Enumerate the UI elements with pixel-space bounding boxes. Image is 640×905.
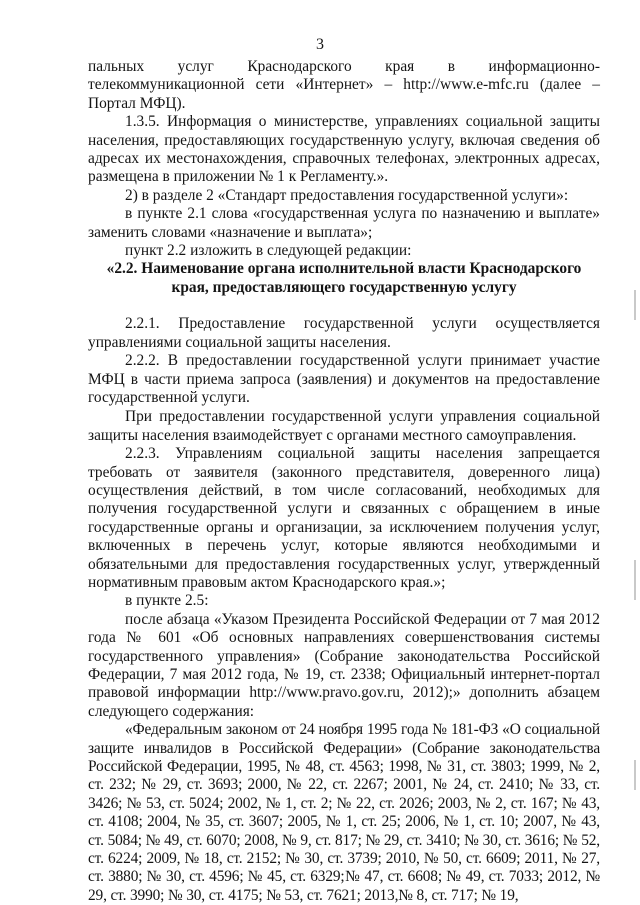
paragraph-continuation: пальных услуг Краснодарского края в информационно-телекоммуникационной сети «Интернет» – http://www.e-mfc.ru (далее – Портал МФЦ).	[88, 58, 600, 112]
page-number: 3	[316, 36, 324, 53]
paragraph-item-2-1: в пункте 2.1 слова «государственная услуга по назначению и выплате» заменить словами «назначение и выплата»;	[88, 205, 600, 241]
scan-edge-mark	[634, 290, 636, 320]
paragraph-2-2-3: 2.2.3. Управлениям социальной защиты населения запрещается требовать от заявителя (законного представителя, доверенного лица) осуществления действий, в том числе согласований, необходимых для получения государственной услуги и связанных с обращением в иные государственные органы и организации, за исключением получения услуг, включенных в перечень услуг, которые являются необходимыми и обязательными для предоставления государственных услуг, утвержденный нормативным правовым актом Краснодарского края.»;	[88, 445, 600, 591]
paragraph-1-3-5: 1.3.5. Информация о министерстве, управлениях социальной защиты населения, предоставляющих государственную услугу, включая сведения об адресах их местонахождения, справочных телефонах, электронных адресах, размещена в приложении № 1 к Регламенту.».	[88, 113, 600, 186]
paragraph-interaction: При предоставлении государственной услуги управления социальной защиты населения взаимодействует с органами местного самоуправления.	[88, 408, 600, 444]
paragraph-item-2-2-intro: пункт 2.2 изложить в следующей редакции:	[125, 242, 412, 260]
paragraph-after-decree: после абзаца «Указом Президента Российской Федерации от 7 мая 2012 года № 601 «Об основных направлениях совершенствования системы государственного управления» (Собрание законодательства Российской Федерации, 7 мая 2012 года, № 19, ст. 2338; Официальный интернет-портал правовой информации http://www.pravo.gov.ru, 2012);» дополнить абзацем следующего содержания:	[88, 610, 600, 720]
scan-edge-mark	[634, 760, 636, 790]
scan-edge-mark	[634, 560, 636, 600]
paragraph-2-2-2: 2.2.2. В предоставлении государственной услуги принимает участие МФЦ в части приема запроса (заявления) и документов на предоставление государственной услуги.	[88, 352, 600, 406]
paragraph-item-2-5: в пункте 2.5:	[125, 592, 209, 610]
paragraph-2-2-1: 2.2.1. Предоставление государственной услуги осуществляется управлениями социальной защиты населения.	[88, 315, 600, 351]
section-heading-2-2: «2.2. Наименование органа исполнительной власти Краснодарского края, предоставляющего государственную услугу	[106, 260, 582, 296]
document-body	[88, 58, 600, 905]
paragraph-section-2: 2) в разделе 2 «Стандарт предоставления государственной услуги»:	[125, 186, 569, 204]
paragraph-federal-law: «Федеральным законом от 24 ноября 1995 года № 181-ФЗ «О социальной защите инвалидов в Российской Федерации» (Собрание законодательства Российской Федерации, 1995, № 48, ст. 4563; 1998, № 31, ст. 3803; 1999, № 2, ст. 232; № 29, ст. 3693; 2000, № 22, ст. 2267; 2001, № 24, ст. 2410; № 33, ст. 3426; № 53, ст. 5024; 2002, № 1, ст. 2; № 22, ст. 2026; 2003, № 2, ст. 167; № 43, ст. 4108; 2004, № 35, ст. 3607; 2005, № 1, ст. 25; 2006, № 1, ст. 10; 2007, № 43, ст. 5084; № 49, ст. 6070; 2008, № 9, ст. 817; № 29, ст. 3410; № 30, ст. 3616; № 52, ст. 6224; 2009, № 18, ст. 2152; № 30, ст. 3739; 2010, № 50, ст. 6609; 2011, № 27, ст. 3880; № 30, ст. 4596; № 45, ст. 6329;№ 47, ст. 6608; № 49, ст. 7033; 2012, № 29, ст. 3990; № 30, ст. 4175; № 53, ст. 7621; 2013,№ 8, ст. 717; № 19,	[88, 721, 600, 904]
